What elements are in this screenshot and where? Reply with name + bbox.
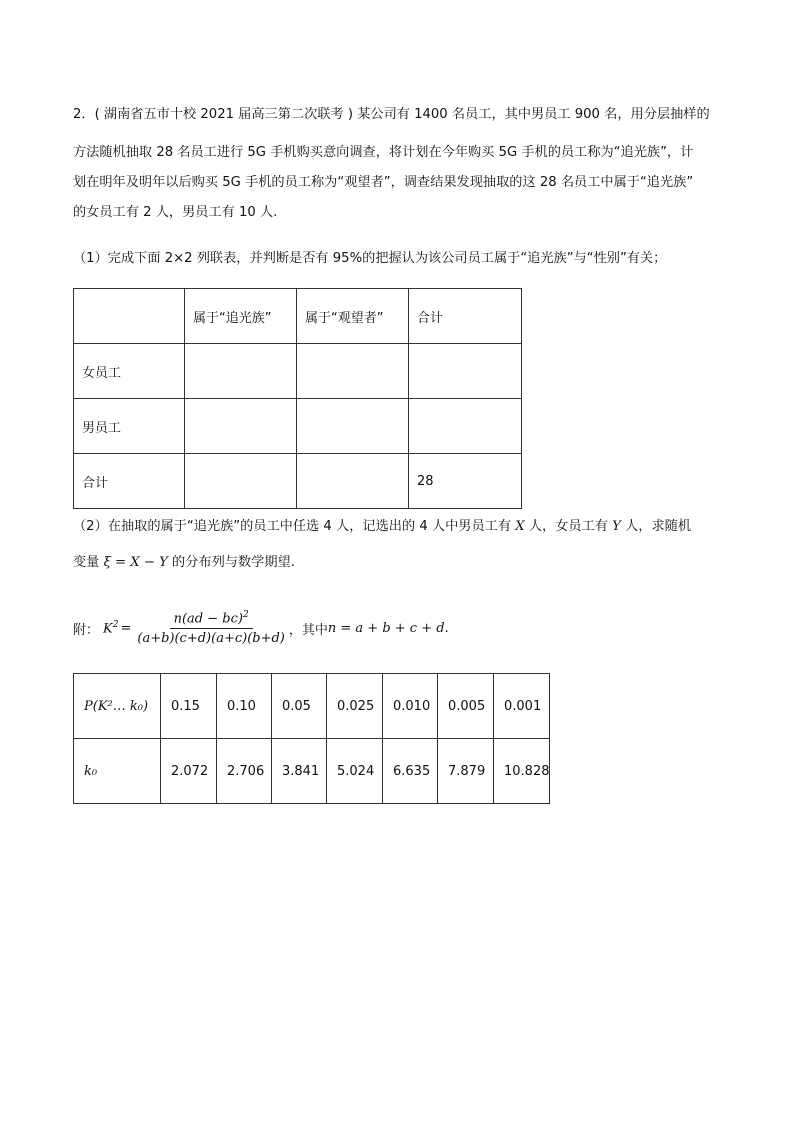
formula-lhs: K [103,621,113,637]
header-cell: 属于“追光族” [185,289,297,344]
table-cell: 28 [409,454,522,509]
k0-cell: 10.828 [494,739,550,804]
k0-cell: 2.072 [161,739,217,804]
table-row [74,399,522,454]
formula-comma-text: ，其中 [288,622,328,638]
formula-period: . [444,620,449,636]
table-cell [297,399,409,454]
problem-line-4: 的女员工有 2 人，男员工有 10 人. [73,205,278,220]
probability-cell: 0.010 [383,674,438,739]
table-cell [185,454,297,509]
table-row [74,454,522,509]
table-cell [185,344,297,399]
probability-cell: 0.05 [272,674,327,739]
table-cell [297,454,409,509]
row-label: 男员工 [74,399,185,454]
part2-line2-suffix: 的分布列与数学期望. [172,555,295,570]
k0-cell: 5.024 [327,739,383,804]
table-header-row [74,289,522,344]
appendix-label: 附： [73,622,100,638]
part2-line2-prefix: 变量 [73,555,100,570]
part2-question-line-2 [73,554,295,572]
problem-line-3: 划在明年及明年以后购买 5G 手机的员工称为“观望者”，调查结果发现抽取的这 28 名员工中属于“追光族” [73,175,694,190]
table-cell [409,344,522,399]
table-cell [297,344,409,399]
row-label: 合计 [74,454,185,509]
probability-row [74,674,550,739]
part1-question: （1）完成下面 2×2 列联表，并判断是否有 95%的把握认为该公司员工属于“追光族”与“性别”有关； [73,251,667,266]
variable-y: Y [612,519,621,534]
xi-expression: ξ = X − Y [103,555,168,570]
probability-row-label: P(K²… k₀) [74,674,161,739]
k0-row-label: k₀ [74,739,161,804]
k0-cell: 6.635 [383,739,438,804]
part2-question-line-1 [73,518,691,536]
probability-cell: 0.15 [161,674,217,739]
formula-fraction [137,610,285,646]
formula-lhs-exponent: 2 [112,619,119,630]
critical-value-table [73,673,550,804]
k0-cell: 3.841 [272,739,327,804]
contingency-table [73,288,522,509]
formula-numerator [170,610,253,629]
n-definition: n = a + b + c + d [327,620,445,636]
k0-cell: 7.879 [438,739,494,804]
table-cell [185,399,297,454]
numerator-exponent: 2 [242,609,249,620]
numerator-text: n(ad − bc) [173,611,243,627]
table-row [74,344,522,399]
part2-middle: 人，女员工有 [528,519,608,534]
part2-prefix: （2）在抽取的属于“追光族”的员工中任选 4 人，记选出的 4 人中男员工有 [73,519,512,534]
problem-line-2: 方法随机抽取 28 名员工进行 5G 手机购买意向调查，将计划在今年购买 5G 手机的员工称为“追光族”，计 [73,145,694,160]
k0-cell: 2.706 [217,739,272,804]
header-cell: 合计 [409,289,522,344]
part2-suffix: 人，求随机 [625,519,692,534]
table-cell [409,399,522,454]
probability-cell: 0.025 [327,674,383,739]
variable-x: X [515,519,525,534]
k0-row [74,739,550,804]
problem-line-1: 2．( 湖南省五市十校 2021 届高三第二次联考 ) 某公司有 1400 名员工，其中男员工 900 名，用分层抽样的 [73,107,710,122]
chi-square-formula [73,604,449,652]
probability-cell: 0.10 [217,674,272,739]
header-cell: 属于“观望者” [297,289,409,344]
header-cell [74,289,185,344]
formula-equals: = [120,620,132,636]
row-label: 女员工 [74,344,185,399]
probability-cell: 0.005 [438,674,494,739]
formula-denominator: (a+b)(c+d)(a+c)(b+d) [137,631,285,647]
probability-cell: 0.001 [494,674,550,739]
